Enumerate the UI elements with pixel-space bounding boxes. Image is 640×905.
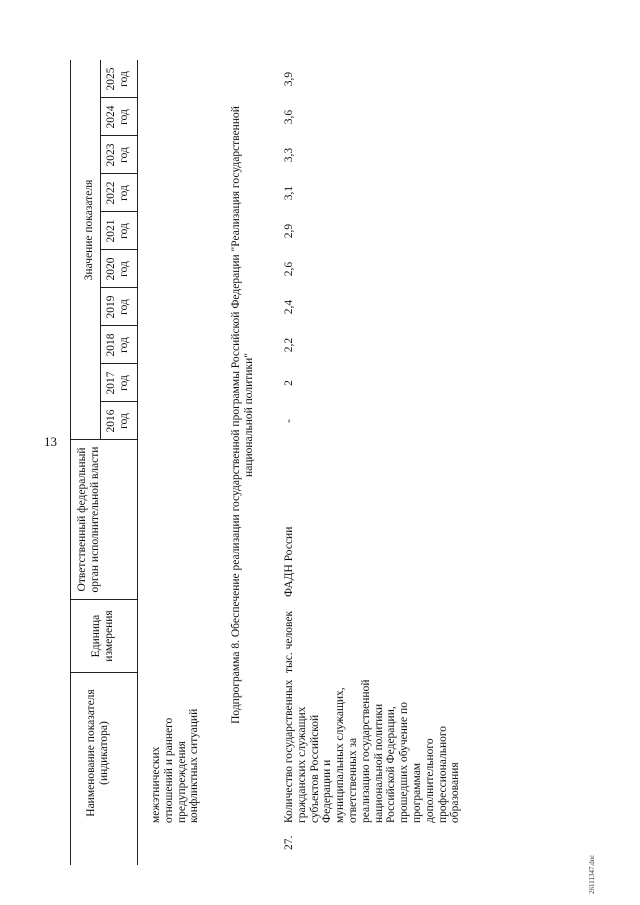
col-border-2021 xyxy=(100,249,137,250)
subprogram-title: Подпрограмма 8. Обеспечение реализации государственной программы Российской Федерации "Реализация государственной национальной политики" xyxy=(230,106,255,724)
row-value-2018: 2,2 xyxy=(283,337,295,353)
col-border-unit xyxy=(70,672,137,673)
col-border-2020 xyxy=(100,287,137,288)
header-year-2016: 2016 год xyxy=(105,409,130,433)
header-indicator: Наименование показателя (индикатора) xyxy=(85,689,110,817)
header-year-2023: 2023 год xyxy=(105,143,130,167)
col-border-2025 xyxy=(100,97,137,98)
header-authority: Ответственный федеральный орган исполнительной власти xyxy=(76,446,101,593)
header-year-2022: 2022 год xyxy=(105,181,130,205)
row-value-2022: 3,1 xyxy=(283,185,295,201)
row-value-2021: 2,9 xyxy=(283,223,295,239)
row-number: 27. xyxy=(283,835,295,850)
header-year-2025: 2025 год xyxy=(105,67,130,91)
header-year-2020: 2020 год xyxy=(105,257,130,281)
row-value-2023: 3,3 xyxy=(283,147,295,163)
header-year-2019: 2019 год xyxy=(105,295,130,319)
header-values-group: Значение показателя xyxy=(83,179,95,281)
row-value-2017: 2 xyxy=(283,380,295,386)
col-border-authority xyxy=(70,599,137,600)
row-value-2016: - xyxy=(283,419,295,423)
header-unit: Единица измерения xyxy=(90,610,115,662)
header-year-2018: 2018 год xyxy=(105,333,130,357)
row-value-2024: 3,6 xyxy=(283,109,295,125)
row-unit: тыс. человек xyxy=(283,610,295,673)
row-value-2019: 2,4 xyxy=(283,299,295,315)
col-border-2022 xyxy=(100,211,137,212)
header-year-2017: 2017 год xyxy=(105,371,130,395)
years-top-border xyxy=(100,60,101,440)
page-number: 13 xyxy=(44,434,57,449)
col-border-2017 xyxy=(100,401,137,402)
row-value-2025: 3,9 xyxy=(283,71,295,87)
continuation-text: межэтнических отношений и раннего предупреждения конфликтных ситуаций xyxy=(150,708,201,823)
col-border-2023 xyxy=(100,173,137,174)
footer-document-code: 26111347.doc xyxy=(588,854,596,894)
table-top-border xyxy=(70,60,71,865)
col-border-2024 xyxy=(100,135,137,136)
header-year-2024: 2024 год xyxy=(105,105,130,129)
row-value-2020: 2,6 xyxy=(283,261,295,277)
col-border-2018 xyxy=(100,363,137,364)
row-authority: ФАДН России xyxy=(283,526,295,597)
row-indicator: Количество государственных гражданских служащих субъектов Российской Федерации и муниципальных служащих, ответственных за реализацию государственной национальной политики Российской Федерации, прошедших обучение по программам дополнительного профессионального образования xyxy=(283,679,462,823)
col-border-values xyxy=(70,439,137,440)
header-year-2021: 2021 год xyxy=(105,219,130,243)
col-border-2019 xyxy=(100,325,137,326)
header-bottom-border xyxy=(137,60,138,865)
